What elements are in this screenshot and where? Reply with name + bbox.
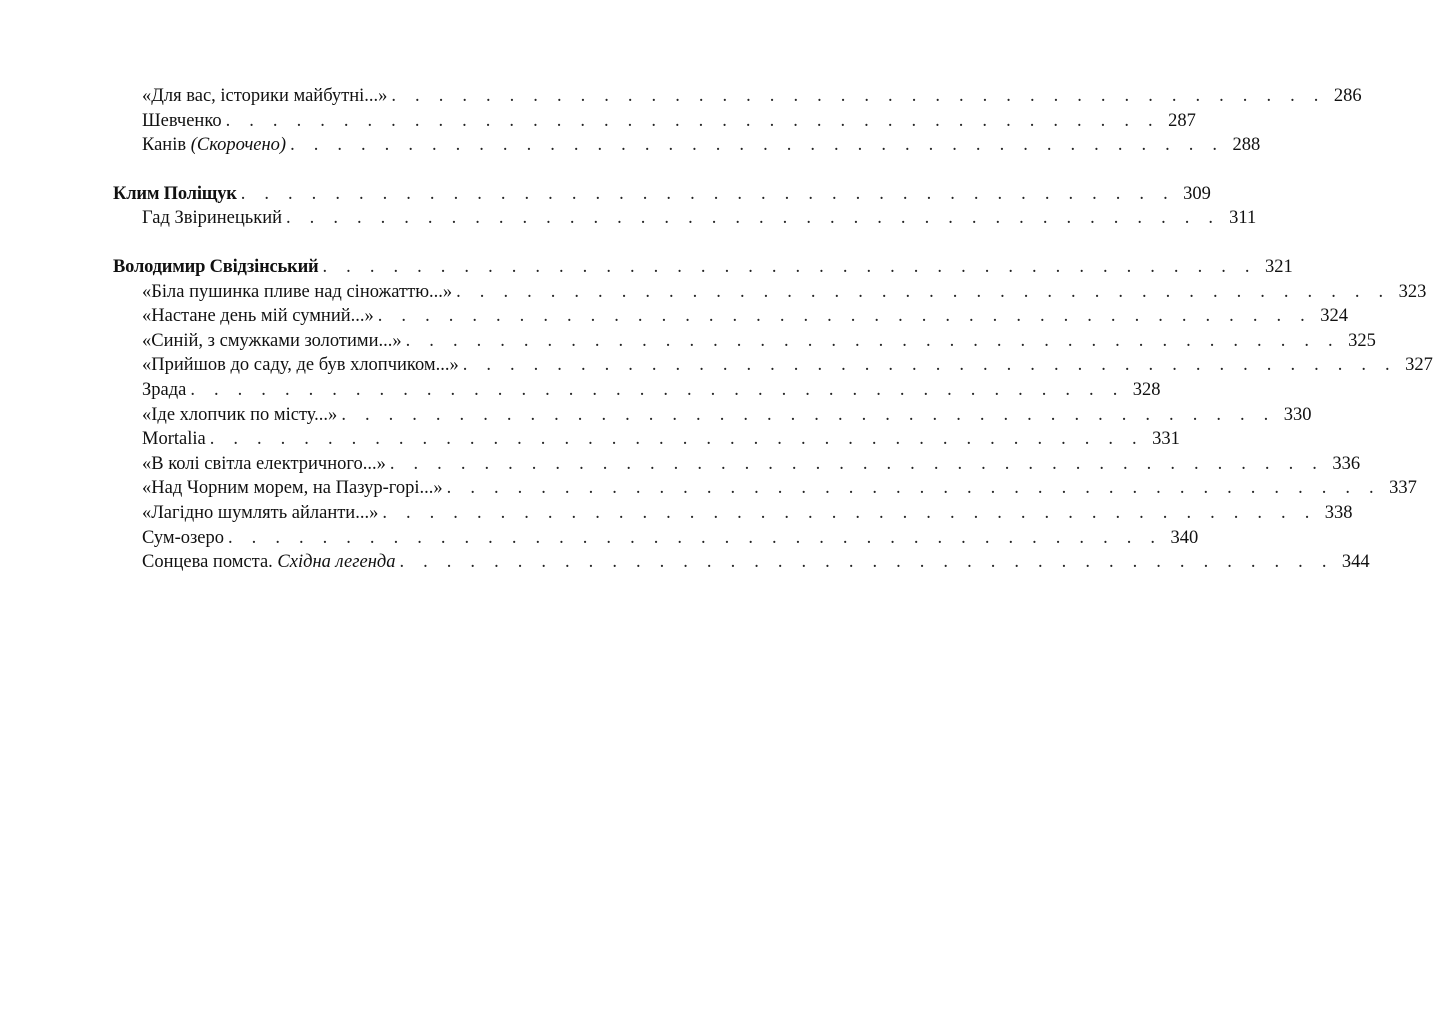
toc-entry[interactable]: [113, 329, 1376, 354]
toc-entry-title: «В колі світла електричного...»: [142, 452, 390, 477]
toc-leader-dots: . . . . . . . . . . . . . . . . . . . . . . . . . . . . . . . . . . . . . . . .: [456, 281, 1391, 302]
toc-entry-page: 325: [1348, 330, 1376, 351]
toc-leader-dots: . . . . . . . . . . . . . . . . . . . . . . . . . . . . . . . . . . . . . . . .: [290, 135, 1225, 156]
toc-entry-title: «Синій, з смужками золотими...»: [142, 329, 406, 354]
toc-entry-page: 328: [1132, 379, 1161, 400]
toc-entry[interactable]: [113, 452, 1361, 477]
toc-leader-dots: . . . . . . . . . . . . . . . . . . . . . . . . . . . . . . . . . . . . . . . .: [341, 404, 1276, 425]
toc-entry[interactable]: [113, 280, 1427, 305]
table-of-contents: [113, 84, 1433, 575]
toc-entry-title: «Для вас, історики майбутні...»: [142, 84, 391, 109]
toc-leader-dots: . . . . . . . . . . . . . . . . . . . . . . . . . . . . . . . . . . . . . . . .: [228, 527, 1163, 548]
toc-entry-page: 311: [1229, 208, 1257, 229]
toc-entry-page: 344: [1341, 552, 1370, 573]
toc-entry[interactable]: [113, 550, 1370, 575]
toc-entry-page: 288: [1232, 135, 1261, 156]
toc-leader-dots: . . . . . . . . . . . . . . . . . . . . . . . . . . . . . . . . . . . . . . . .: [389, 453, 1325, 474]
toc-entry-page: 327: [1405, 355, 1433, 376]
toc-entry-page: 287: [1168, 110, 1196, 131]
toc-entry-title: Зрада: [142, 378, 190, 403]
toc-entry-page: 338: [1324, 502, 1353, 523]
toc-leader-dots: . . . . . . . . . . . . . . . . . . . . . . . . . . . . . . . . . . . . . . . .: [399, 552, 1334, 573]
toc-entry-title: Гад Звіринецький: [142, 206, 286, 231]
toc-entry-title: Канів (Скорочено): [142, 133, 290, 158]
toc-entry-page: 330: [1283, 404, 1312, 425]
toc-entry-title: Mortalia: [142, 427, 210, 452]
toc-entry[interactable]: [113, 133, 1261, 158]
toc-leader-dots: . . . . . . . . . . . . . . . . . . . . . . . . . . . . . . . . . . . . . . . .: [240, 183, 1175, 204]
toc-leader-dots: . . . . . . . . . . . . . . . . . . . . . . . . . . . . . . . . . . . . . . . .: [209, 429, 1144, 450]
toc-entry[interactable]: [113, 84, 1362, 109]
toc-entry-page: 331: [1152, 429, 1180, 450]
toc-entry-title: Сонцева помста. Східна легенда: [142, 550, 399, 575]
toc-leader-dots: . . . . . . . . . . . . . . . . . . . . . . . . . . . . . . . . . . . . . . . .: [405, 330, 1340, 351]
toc-entry-title: «Настане день мій сумний...»: [142, 304, 378, 329]
toc-entry-page: 324: [1320, 306, 1348, 327]
toc-leader-dots: . . . . . . . . . . . . . . . . . . . . . . . . . . . . . . . . . . . . . . . .: [391, 86, 1326, 106]
toc-entry[interactable]: [113, 206, 1257, 231]
toc-leader-dots: . . . . . . . . . . . . . . . . . . . . . . . . . . . . . . . . . . . . . . . .: [382, 502, 1317, 523]
toc-entry[interactable]: [113, 353, 1433, 378]
toc-entry[interactable]: [113, 403, 1312, 428]
toc-entry-title: Сум-озеро: [142, 526, 228, 551]
toc-entry-title: «Лагідно шумлять айланти...»: [142, 501, 382, 526]
toc-entry-page: 336: [1332, 453, 1361, 474]
toc-entry[interactable]: [113, 304, 1348, 329]
toc-entry[interactable]: [113, 476, 1417, 501]
toc-entry[interactable]: [113, 109, 1196, 134]
toc-leader-dots: . . . . . . . . . . . . . . . . . . . . . . . . . . . . . . . . . . . . . . . .: [322, 256, 1257, 277]
toc-entry-page: 321: [1264, 256, 1293, 277]
toc-author-name: Володимир Свідзінський: [113, 255, 323, 280]
toc-entry-title: «Прийшов до саду, де був хлопчиком...»: [142, 353, 463, 378]
toc-author-heading[interactable]: [113, 255, 1293, 280]
toc-entry-title: «Над Чорним морем, на Пазур-горі...»: [142, 476, 447, 501]
toc-leader-dots: . . . . . . . . . . . . . . . . . . . . . . . . . . . . . . . . . . . . . . . .: [190, 379, 1125, 400]
toc-leader-dots: . . . . . . . . . . . . . . . . . . . . . . . . . . . . . . . . . . . . . . . .: [377, 306, 1312, 327]
toc-entry-title: Шевченко: [142, 109, 226, 134]
toc-author-name: Клим Поліщук: [113, 182, 241, 207]
toc-entry-page: 309: [1183, 183, 1211, 204]
toc-entry-page: 337: [1389, 478, 1417, 499]
toc-leader-dots: . . . . . . . . . . . . . . . . . . . . . . . . . . . . . . . . . . . . . . . .: [462, 355, 1397, 376]
toc-entry[interactable]: [113, 378, 1161, 403]
toc-leader-dots: . . . . . . . . . . . . . . . . . . . . . . . . . . . . . . . . . . . . . . . .: [225, 110, 1160, 131]
toc-leader-dots: . . . . . . . . . . . . . . . . . . . . . . . . . . . . . . . . . . . . . . . .: [446, 478, 1381, 499]
toc-author-heading[interactable]: [113, 182, 1211, 207]
toc-entry[interactable]: [113, 526, 1199, 551]
toc-leader-dots: . . . . . . . . . . . . . . . . . . . . . . . . . . . . . . . . . . . . . . . .: [286, 208, 1221, 229]
toc-entry-page: 340: [1170, 527, 1199, 548]
toc-entry-page: 286: [1333, 86, 1362, 106]
toc-entry-title: «Біла пушинка пливе над сіножаттю...»: [142, 280, 456, 305]
toc-entry[interactable]: [113, 501, 1353, 526]
toc-entry[interactable]: [113, 427, 1180, 452]
toc-entry-title: «Іде хлопчик по місту...»: [142, 403, 341, 428]
toc-entry-page: 323: [1398, 281, 1427, 302]
